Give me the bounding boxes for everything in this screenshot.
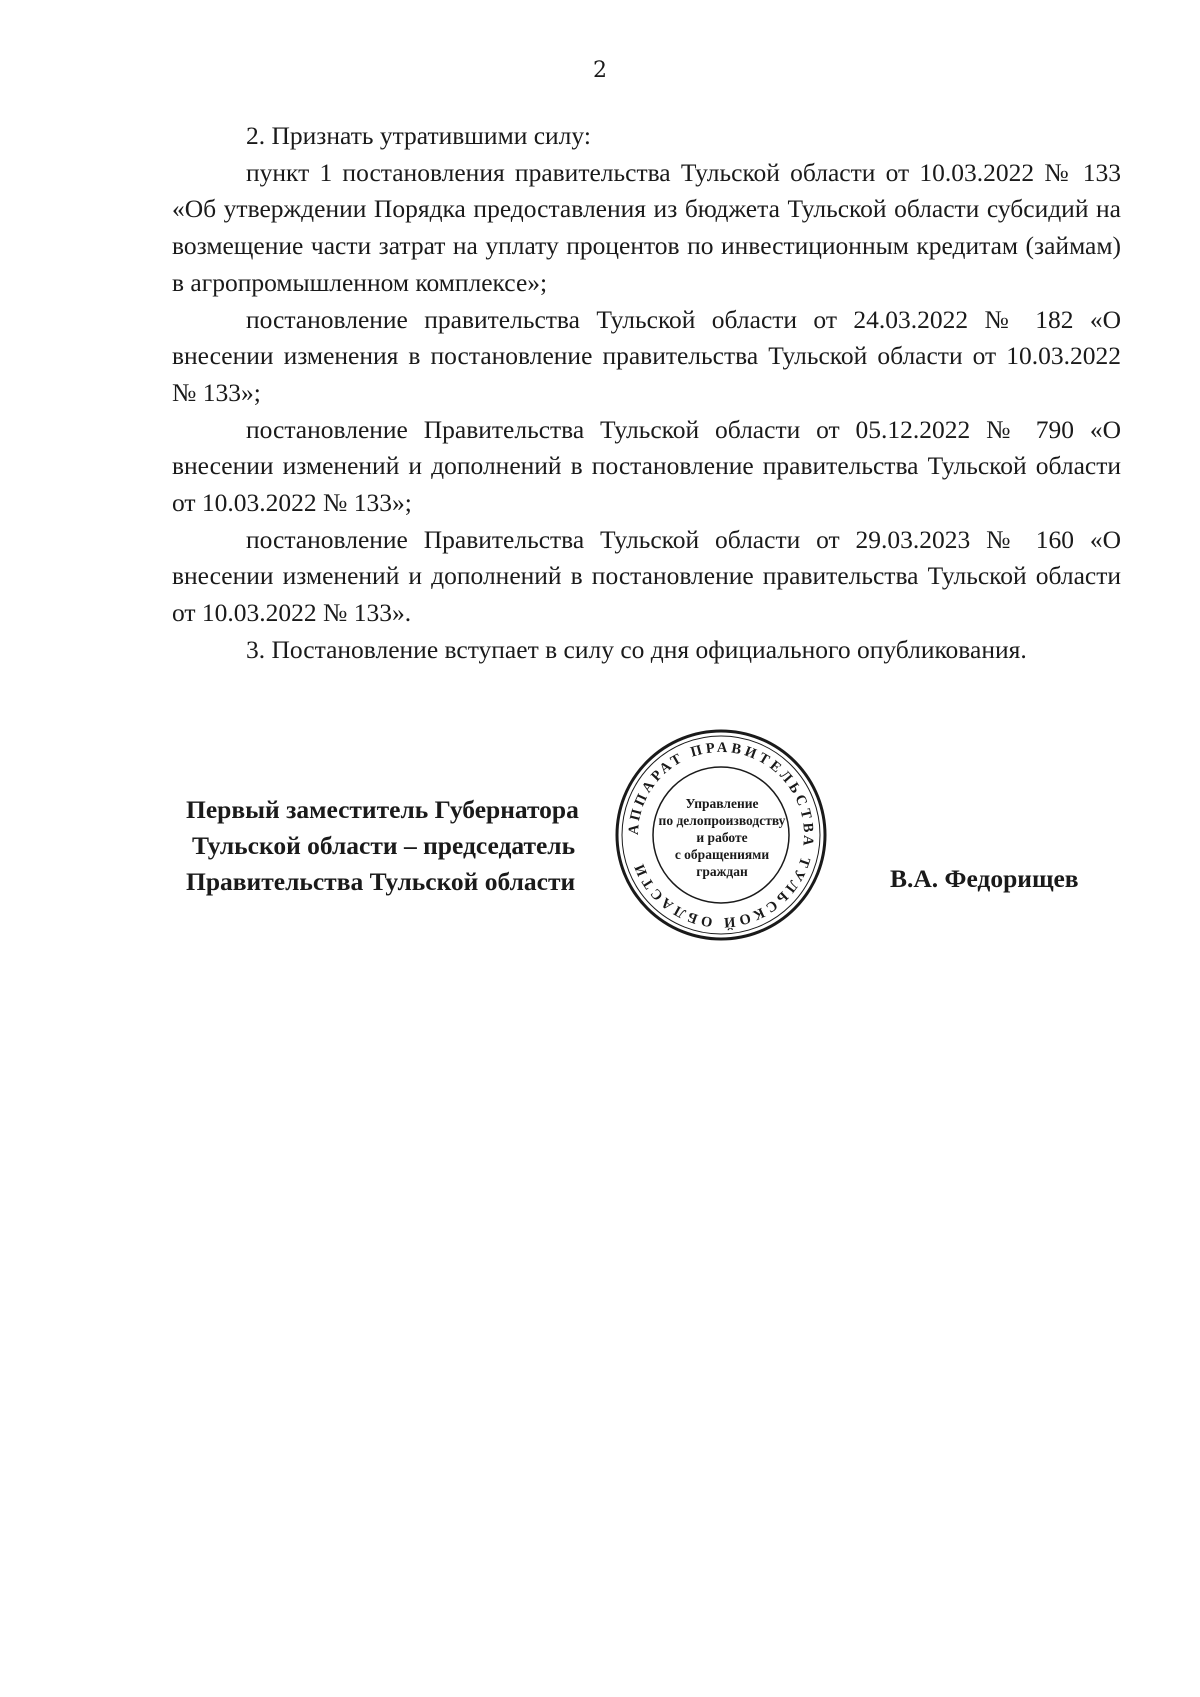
document-body (172, 118, 1121, 669)
signatory-position (186, 792, 579, 900)
signatory-position-line: Первый заместитель Губернатора (186, 795, 579, 824)
seal-center-line: Управление (685, 796, 759, 811)
body-paragraph: 2. Признать утратившими силу: (246, 121, 591, 150)
body-paragraph: 3. Постановление вступает в силу со дня официального опубликования. (246, 634, 1027, 664)
body-paragraph: постановление Правительства Тульской области от 29.03.2023 № 160 «О внесении изменений и дополнений в постановление правительства Тульской области от 10.03.2022 № 133». (172, 524, 1121, 628)
seal-center-line: по делопроизводству (658, 813, 786, 828)
signatory-position-line: Тульской области – председатель (192, 831, 576, 860)
page-number: 2 (593, 58, 607, 83)
body-paragraph: пункт 1 постановления правительства Тульской области от 10.03.2022 № 133 «Об утверждении Порядка предоставления из бюджета Тульской области субсидий на возмещение части затрат на уплату процентов по инвестиционным кредитам (займам) в агропромышленном комплексе»; (172, 157, 1121, 297)
seal-ring-text: АППАРАТ ПРАВИТЕЛЬСТВА ТУЛЬСКОЙ ОБЛАСТИ (625, 739, 817, 931)
seal-center-text (652, 795, 792, 880)
signatory-position-line: Правительства Тульской области (186, 867, 576, 896)
seal-center-line: граждан (696, 864, 748, 879)
signer-name: В.А. Федорищев (890, 864, 1079, 893)
body-paragraph: постановление правительства Тульской области от 24.03.2022 № 182 «О внесении изменения в постановление правительства Тульской области от 10.03.2022 № 133»; (172, 304, 1121, 407)
seal-center-line: с обращениями (674, 847, 770, 862)
seal-center-line: и работе (696, 830, 748, 845)
body-paragraph: постановление Правительства Тульской области от 05.12.2022 № 790 «О внесении изменений и дополнений в постановление правительства Тульской области от 10.03.2022 № 133»; (172, 414, 1121, 518)
